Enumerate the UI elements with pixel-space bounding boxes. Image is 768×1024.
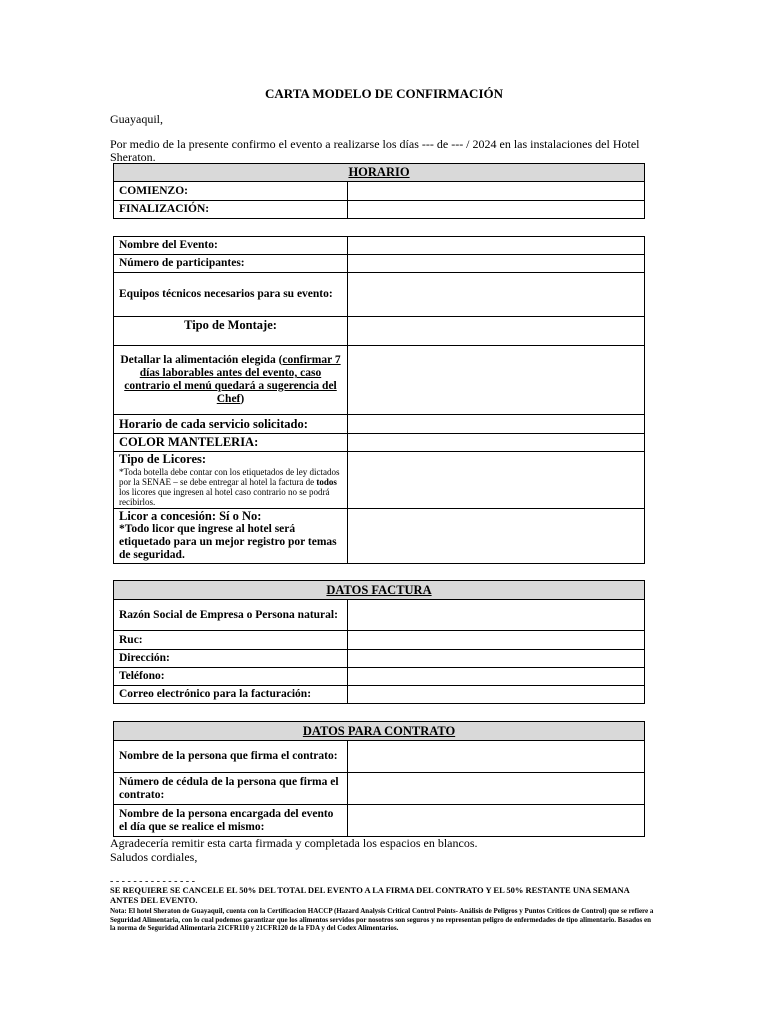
comienzo-label: COMIENZO: — [114, 182, 348, 201]
firmante-field[interactable] — [348, 741, 645, 773]
cedula-label: Número de cédula de la persona que firma el contrato: — [114, 773, 348, 805]
cedula-field[interactable] — [348, 773, 645, 805]
horario-table — [113, 163, 645, 219]
licores-label — [114, 452, 348, 509]
participantes-field[interactable] — [348, 255, 645, 273]
licores-note-b: todos — [316, 477, 337, 487]
footer-haccp-note: Nota: El hotel Sheraton de Guayaquil, cuenta con la Certificacion HACCP (Hazard Analysis Critical Control Points- Análisis de Peligros y Puntos Críticos de Control) que se refiere a Seguridad Alimentaria, con lo cual podemos garantizar que los alimentos servidos por nosotros son seguros y no representan peligro de enfermedades de tipo alimentario. Basados en la norma de Seguridad Alimentaria 21CFR110 y 21CFR120 de la FDA y del Codex Alimentarios. — [110, 907, 654, 932]
intro-line-2: Sheraton. — [110, 150, 156, 164]
montaje-field[interactable] — [348, 317, 645, 346]
alimentacion-text-c: ) — [240, 393, 245, 405]
direccion-field[interactable] — [348, 650, 645, 668]
finalizacion-label: FINALIZACIÓN: — [114, 201, 348, 219]
manteleria-field[interactable] — [348, 434, 645, 452]
encargado-field[interactable] — [348, 805, 645, 837]
comienzo-field[interactable] — [348, 182, 645, 201]
closing-line-1: Agradecería remitir esta carta firmada y completada los espacios en blancos. — [110, 836, 478, 850]
intro-line-1: Por medio de la presente confirmo el evento a realizarse los días --- de --- / 2024 en las instalaciones del Hotel — [110, 137, 640, 151]
footer-payment-notice: SE REQUIERE SE CANCELE EL 50% DEL TOTAL DEL EVENTO A LA FIRMA DEL CONTRATO Y EL 50% RESTANTE UNA SEMANA ANTES DEL EVENTO. — [110, 885, 630, 905]
ruc-label: Ruc: — [114, 631, 348, 650]
concesion-title: Licor a concesión: Sí o No: — [119, 509, 262, 523]
contrato-table — [113, 721, 645, 837]
participantes-label: Número de participantes: — [114, 255, 348, 273]
factura-table — [113, 580, 645, 704]
alimentacion-text-a: Detallar la alimentación elegida ( — [120, 354, 283, 366]
factura-header: DATOS FACTURA — [114, 581, 645, 600]
telefono-field[interactable] — [348, 668, 645, 686]
document-title: CARTA MODELO DE CONFIRMACIÓN — [265, 86, 503, 101]
encargado-label: Nombre de la persona encargada del evento el día que se realice el mismo: — [114, 805, 348, 837]
direccion-label: Dirección: — [114, 650, 348, 668]
montaje-label: Tipo de Montaje: — [114, 317, 348, 346]
alimentacion-field[interactable] — [348, 346, 645, 415]
horario-servicio-field[interactable] — [348, 415, 645, 434]
alimentacion-label — [114, 346, 348, 415]
licores-note-c: los licores que ingresen al hotel caso contrario no se podrá recibirlos. — [119, 487, 330, 507]
evento-table — [113, 236, 645, 564]
correo-label: Correo electrónico para la facturación: — [114, 686, 348, 704]
contrato-header: DATOS PARA CONTRATO — [114, 722, 645, 741]
licores-title: Tipo de Licores: — [119, 452, 207, 466]
concesion-note: *Todo licor que ingrese al hotel será etiquetado para un mejor registro por temas de seguridad. — [119, 523, 337, 561]
firmante-label: Nombre de la persona que firma el contrato: — [114, 741, 348, 773]
horario-header: HORARIO — [114, 164, 645, 182]
nombre-evento-field[interactable] — [348, 237, 645, 255]
manteleria-label: COLOR MANTELERIA: — [114, 434, 348, 452]
separator: - - - - - - - - - - - - - - - — [110, 876, 195, 887]
razon-social-field[interactable] — [348, 600, 645, 631]
concesion-field[interactable] — [348, 509, 645, 564]
correo-field[interactable] — [348, 686, 645, 704]
licores-note — [119, 467, 342, 507]
nombre-evento-label: Nombre del Evento: — [114, 237, 348, 255]
ruc-field[interactable] — [348, 631, 645, 650]
concesion-label — [114, 509, 348, 564]
alimentacion-text-b: confirmar 7 días laborables antes del evento, caso contrario el menú quedará a sugerencia del Chef — [124, 354, 341, 405]
razon-social-label: Razón Social de Empresa o Persona natural: — [114, 600, 348, 631]
finalizacion-field[interactable] — [348, 201, 645, 219]
equipos-label: Equipos técnicos necesarios para su evento: — [114, 273, 348, 317]
closing-line-2: Saludos cordiales, — [110, 850, 198, 864]
equipos-field[interactable] — [348, 273, 645, 317]
horario-servicio-label: Horario de cada servicio solicitado: — [114, 415, 348, 434]
licores-field[interactable] — [348, 452, 645, 509]
telefono-label: Teléfono: — [114, 668, 348, 686]
licores-note-a: *Toda botella debe contar con los etiquetados de ley dictados por la SENAE – se debe entregar al hotel la factura de — [119, 467, 340, 487]
city-line: Guayaquil, — [110, 112, 163, 126]
